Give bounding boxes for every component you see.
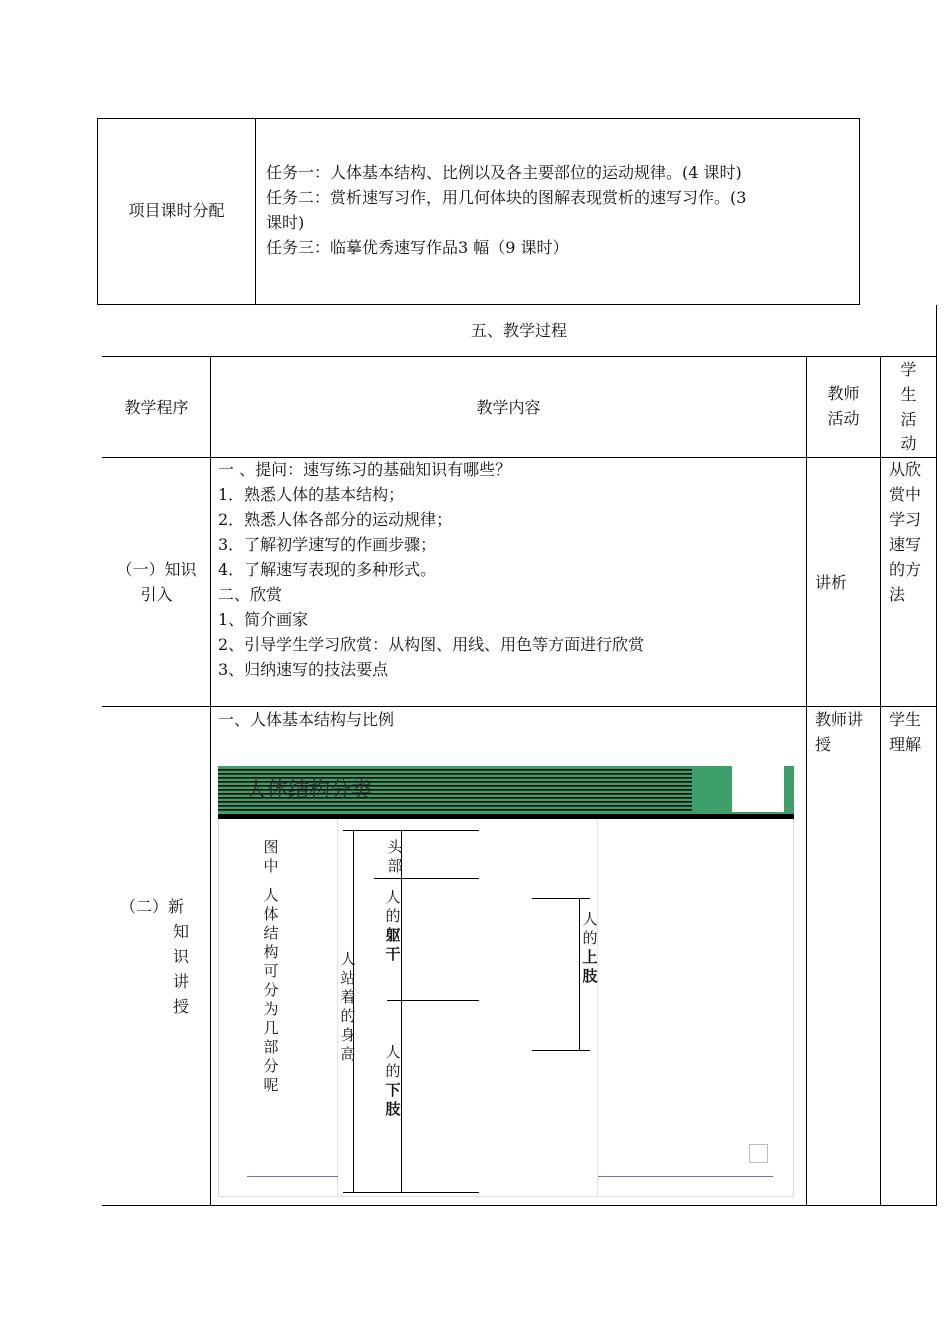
row1-content-2: 1．熟悉人体的基本结构； bbox=[218, 485, 405, 504]
row2-student-2: 理解 bbox=[889, 735, 922, 754]
row1-student-3: 学习 bbox=[889, 510, 922, 529]
slide-title: 人体结构分类 bbox=[246, 778, 372, 802]
header-procedure: 教学程序 bbox=[124, 398, 189, 417]
slide-question: 图 中 人 体 结 构 可 分 为 几 部 分 呢 bbox=[263, 838, 279, 1094]
row1-student-4: 速写 bbox=[889, 535, 922, 554]
row2-teacher-2: 授 bbox=[815, 735, 832, 754]
slide-height-label: 人 站 着 的 身 高 bbox=[340, 950, 356, 1063]
row1-teacher: 讲析 bbox=[815, 573, 848, 592]
slide-square-icon bbox=[749, 1144, 768, 1163]
header-teacher-2: 活动 bbox=[827, 409, 860, 428]
header-content: 教学内容 bbox=[476, 398, 541, 417]
process-title: 五、教学过程 bbox=[470, 321, 567, 340]
slide-arms-label: 人 的 上 肢 bbox=[582, 910, 598, 985]
header-student-2: 生 bbox=[900, 385, 917, 404]
row1-student-1: 从欣 bbox=[889, 460, 922, 479]
row1-content-8: 2、引导学生学习欣赏：从构图、用线、用色等方面进行欣赏 bbox=[218, 635, 645, 654]
row1-content-6: 二、欣赏 bbox=[218, 585, 283, 604]
row2-procedure-4: 讲 bbox=[173, 972, 190, 991]
row2-procedure-5: 授 bbox=[173, 997, 190, 1016]
row2-procedure-1: （二）新 bbox=[120, 897, 185, 916]
header-student-1: 学 bbox=[900, 360, 917, 379]
allocation-label: 项目课时分配 bbox=[128, 201, 225, 220]
header-teacher-1: 教师 bbox=[827, 384, 860, 403]
slide-legs-label: 人 的 下 肢 bbox=[385, 1043, 401, 1118]
row1-procedure-2: 引入 bbox=[140, 585, 173, 604]
row2-student-1: 学生 bbox=[889, 710, 922, 729]
slide-torso-label: 人 的 躯 干 bbox=[385, 888, 401, 963]
row2-procedure-3: 识 bbox=[173, 947, 190, 966]
row1-student-5: 的方 bbox=[889, 560, 922, 579]
row2-procedure-2: 知 bbox=[173, 922, 190, 941]
allocation-line-4: 任务三：临摹优秀速写作品3 幅（9 课时） bbox=[266, 238, 569, 257]
row1-content-9: 3、归纳速写的技法要点 bbox=[218, 660, 389, 679]
row1-procedure-1: （一）知识 bbox=[116, 560, 197, 579]
row1-student-6: 法 bbox=[889, 585, 906, 604]
row1-content-3: 2．熟悉人体各部分的运动规律； bbox=[218, 510, 453, 529]
allocation-line-2: 任务二：赏析速写习作，用几何体块的图解表现赏析的速写习作。(3 bbox=[266, 188, 747, 207]
row1-student-2: 赏中 bbox=[889, 485, 922, 504]
row1-content-4: 3．了解初学速写的作画步骤； bbox=[218, 535, 437, 554]
allocation-line-3: 课时) bbox=[266, 213, 305, 232]
row1-content-1: 一 、提问：速写练习的基础知识有哪些？ bbox=[218, 460, 512, 479]
row2-teacher-1: 教师讲 bbox=[815, 710, 864, 729]
row2-content-heading: 一、人体基本结构与比例 bbox=[218, 710, 395, 729]
allocation-line-1: 任务一：人体基本结构、比例以及各主要部位的运动规律。(4 课时) bbox=[266, 163, 742, 182]
slide-head-label: 头 部 bbox=[387, 838, 403, 875]
row1-content-7: 1、简介画家 bbox=[218, 610, 309, 629]
row1-content-5: 4．了解速写表现的多种形式。 bbox=[218, 560, 437, 579]
header-student-4: 动 bbox=[900, 434, 917, 453]
header-student-3: 活 bbox=[900, 410, 917, 429]
